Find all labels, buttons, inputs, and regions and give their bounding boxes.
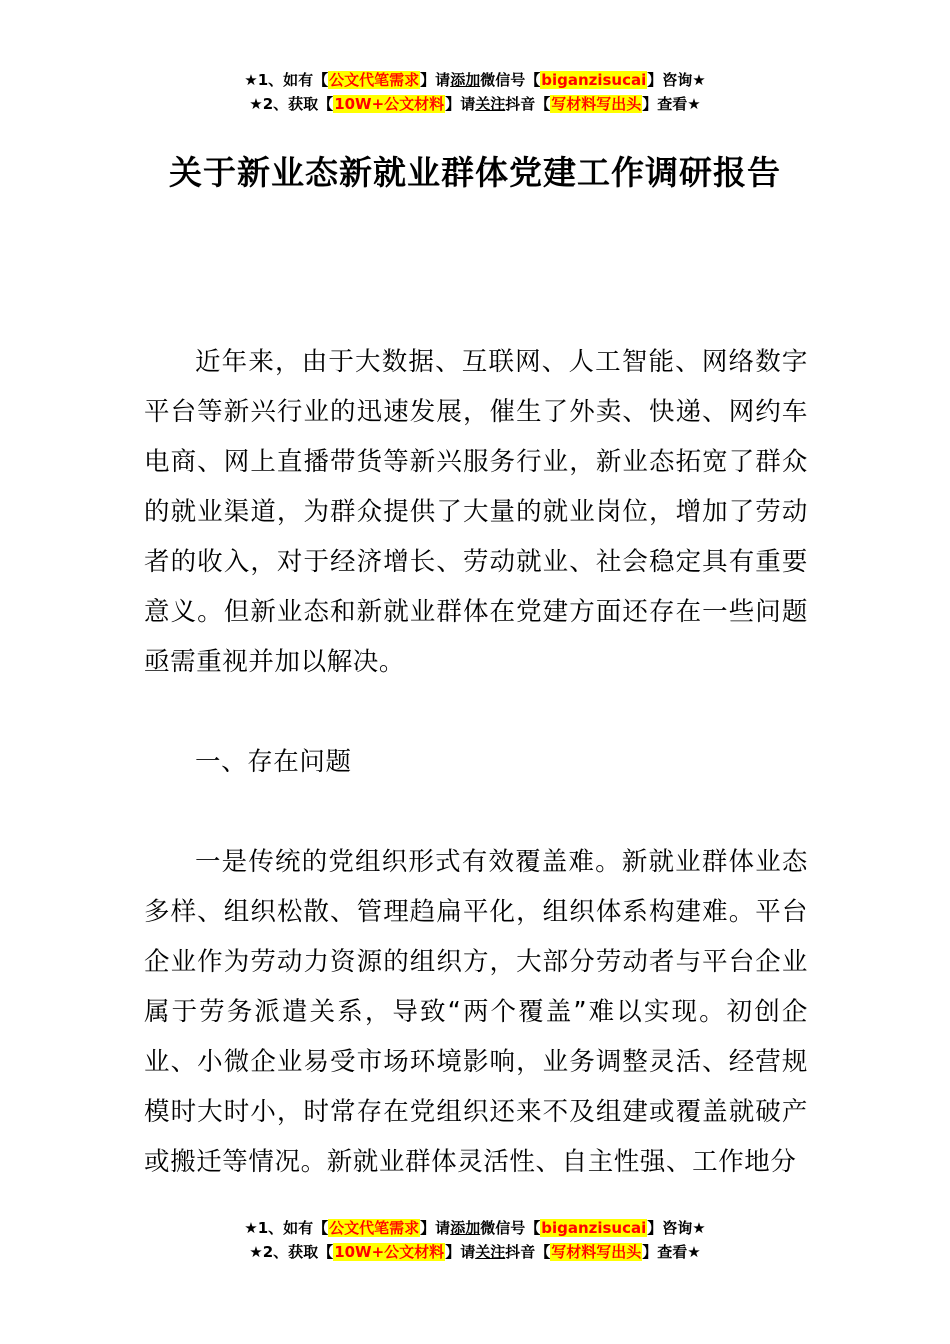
notice-text: 】查看★ [642, 1243, 701, 1261]
notice-text: 微信号【 [480, 1219, 541, 1237]
header-notice [0, 68, 950, 116]
notice-text: 】咨询★ [647, 1219, 706, 1237]
footer-notice-line-1 [0, 1216, 950, 1240]
underlined-action: 添加 [450, 1219, 481, 1237]
notice-text: 抖音【 [505, 1243, 551, 1261]
highlight-materials: 10W+公文材料 [334, 95, 445, 113]
highlight-service: 公文代笔需求 [329, 71, 420, 89]
section-heading [144, 737, 808, 787]
underlined-action: 关注 [475, 1243, 506, 1261]
header-notice-line-1 [0, 68, 950, 92]
document-title: 关于新业态新就业群体党建工作调研报告 [169, 153, 781, 192]
notice-text: 抖音【 [505, 95, 551, 113]
highlight-wechat-id: biganzisucai [541, 1219, 647, 1237]
highlight-douyin-id: 写材料写出头 [551, 1243, 642, 1261]
underlined-action: 添加 [450, 71, 481, 89]
notice-text: 】请 [445, 95, 476, 113]
notice-text: 微信号【 [480, 71, 541, 89]
header-notice-line-2 [0, 92, 950, 116]
footer-notice-line-2 [0, 1240, 950, 1264]
paragraph-issue-1 [144, 837, 808, 1187]
highlight-wechat-id: biganzisucai [541, 71, 647, 89]
notice-text: 】查看★ [642, 95, 701, 113]
notice-text: ★1、如有【 [244, 1219, 329, 1237]
highlight-service: 公文代笔需求 [329, 1219, 420, 1237]
paragraph-text: 近年来，由于大数据、互联网、人工智能、网络数字平台等新兴行业的迅速发展，催生了外卖、快递、网约车电商、网上直播带货等新兴服务行业，新业态拓宽了群众的就业渠道，为群众提供了大量的就业岗位，增加了劳动者的收入，对于经济增长、劳动就业、社会稳定具有重要意义。但新业态和新就业群体在党建方面还存在一些问题亟需重视并加以解决。 [144, 347, 808, 677]
underlined-action: 关注 [475, 95, 506, 113]
notice-text: 】咨询★ [647, 71, 706, 89]
notice-text: 】请 [445, 1243, 476, 1261]
heading-text: 一、存在问题 [195, 747, 352, 777]
notice-text: ★1、如有【 [244, 71, 329, 89]
paragraph-intro [144, 337, 808, 687]
notice-text: 】请 [420, 71, 451, 89]
highlight-materials: 10W+公文材料 [334, 1243, 445, 1261]
paragraph-text: 一是传统的党组织形式有效覆盖难。新就业群体业态多样、组织松散、管理趋扁平化，组织体系构建难。平台企业作为劳动力资源的组织方，大部分劳动者与平台企业属于劳务派遣关系，导致“两个覆盖”难以实现。初创企业、小微企业易受市场环境影响，业务调整灵活、经营规模时大时小，时常存在党组织还来不及组建或覆盖就破产或搬迁等情况。新就业群体灵活性、自主性强、工作地分 [144, 847, 808, 1177]
highlight-douyin-id: 写材料写出头 [551, 95, 642, 113]
footer-notice [0, 1216, 950, 1264]
notice-text: ★2、获取【 [249, 1243, 334, 1261]
notice-text: ★2、获取【 [249, 95, 334, 113]
notice-text: 】请 [420, 1219, 451, 1237]
